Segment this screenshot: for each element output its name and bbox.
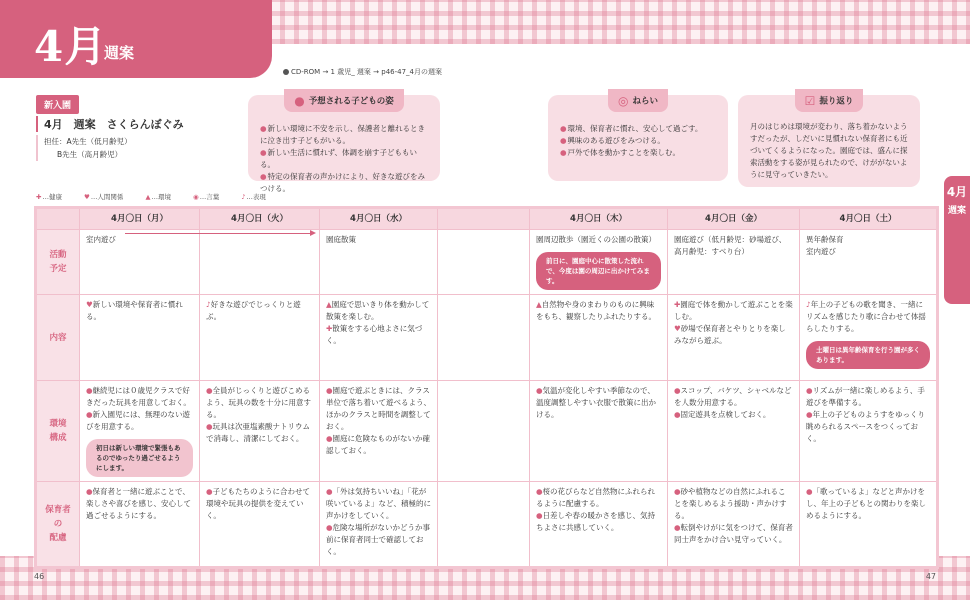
cdrom-path: CD-ROM → 1 歳児_ 週案 → p46-47_4月の週案 [283, 67, 442, 77]
aim-item: 興味のある遊びをみつける。 [567, 136, 665, 145]
activity-tue [200, 230, 320, 295]
env-wed: ●園庭で遊ぶときには、クラス単位で落ち着いて遊べるよう、ほかのクラスと時間を調整しておく。 ●園庭に危険なものがないか確認しておく。 [320, 381, 438, 482]
page-number-right: 47 [925, 572, 936, 581]
env-mon: ●継続児には０歳児クラスで好きだった玩具を用意しておく。 ●新入園児には、無理のない遊びを用意する。 初日は新しい環境で緊張もあるのでゆったり過ごせるようにします。 [80, 381, 200, 482]
legend [36, 192, 286, 201]
env-fri: ●スコップ、バケツ、シャベルなどを人数分用意する。 ●固定遊具を点検しておく。 [668, 381, 800, 482]
activity-note: 前日に、園庭中心に散策した流れで、今度は園の周辺に出かけてみます。 [536, 252, 661, 290]
review-text: 月のはじめは環境が変わり、落ち着かないようすだったが、しだいに見慣れない保育者にも近づいてくるようになった。園庭では、盛んに探索活動をする姿が見られたので、けががないように見守っていきたい。 [750, 122, 908, 179]
env-thu: ●気温が変化しやすい季節なので、温度調整しやすい衣服で散策に出かける。 [530, 381, 668, 482]
content-wed: ▲園庭で思いきり体を動かして散策を楽しむ。 ✚散策をする心地よさに気づく。 [320, 295, 438, 381]
new-entry-badge: 新入園 [36, 95, 79, 114]
legend-item: ▲…環境 [145, 193, 171, 201]
expected-title: 予想される子どもの姿 [308, 96, 394, 107]
legend-item: ✚…健康 [36, 193, 62, 201]
row-head-content: 内容 [36, 295, 80, 381]
care-mon: ●保育者と一緒に遊ぶことで、楽しさや喜びを感じ、安心して過ごせるようにする。 [80, 482, 200, 568]
week-label: 週案 [104, 44, 135, 62]
side-tab-month: 4月 [946, 185, 968, 199]
continuation-arrow [125, 233, 311, 234]
environment-note: 初日は新しい環境で緊張もあるのでゆったり過ごせるようにします。 [86, 439, 193, 477]
legend-item: ♥…人間関係 [84, 193, 124, 201]
care-thu: ●桜の花びらなど自然物にふれられるように配慮する。 ●日差しや春の暖かさを感じ、気持ちよさに共感していく。 [530, 482, 668, 568]
row-head-environment: 環境 構成 [36, 381, 80, 482]
cd-icon [283, 69, 289, 75]
content-spacer [438, 295, 530, 381]
content-tue: ♪好きな遊びでじっくりと遊ぶ。 [200, 295, 320, 381]
legend-item: ♪…表現 [241, 193, 266, 201]
page-number-left: 46 [34, 572, 45, 581]
day-spacer [438, 208, 530, 230]
class-info [36, 116, 236, 161]
content-thu: ▲自然物や身のまわりのものに興味をもち、観察したりふれたりする。 [530, 295, 668, 381]
day-header: 4月〇日（水） [320, 208, 438, 230]
care-spacer [438, 482, 530, 568]
side-tab-label: 週案 [947, 206, 966, 216]
day-header: 4月〇日（火） [200, 208, 320, 230]
care-wed: ●「外は気持ちいいね」「花が咲いているよ」など、積極的に声かけをしていく。 ●危険な場所がないかどうか事前に保育者同士で確認しておく。 [320, 482, 438, 568]
activity-wed: 園庭散策 [320, 230, 438, 295]
env-sat: ●リズムが一緒に楽しめるよう、手遊びを準備する。 ●年上の子どものようすをゆっくり眺められるスペースをつくっておく。 [800, 381, 938, 482]
continuation-arrowhead [310, 230, 316, 236]
activity-thu: 園周辺散歩（園近くの公園の散策） 前日に、園庭中心に散策した流れで、今度は園の周辺に出かけてみます。 [530, 230, 668, 295]
teacher-list [36, 135, 236, 161]
care-tue: ●子どもたちのように合わせて環境や玩具の提供を変えていく。 [200, 482, 320, 568]
review-title: 振り返り [819, 96, 854, 107]
day-header: 4月〇日（金） [668, 208, 800, 230]
expected-item: 新しい環境に不安を示し、保護者と離れるときに泣き出す子どもがいる。 [260, 124, 426, 145]
care-sat: ●「歌っているよ」などと声かけをし、年上の子どもとの関わりを楽しめるようにする。 [800, 482, 938, 568]
side-index-tab [944, 176, 970, 304]
aims-card: ◎ ねらい ●環境、保育者に慣れ、安心して過ごす。 ●興味のある遊びをみつける。 ●戸外で体を動かすことを楽しむ。 [548, 95, 728, 181]
activity-spacer [438, 230, 530, 295]
row-head-activity: 活動 予定 [36, 230, 80, 295]
expected-item: 新しい生活に慣れず、体調を崩す子どももいる。 [260, 148, 417, 169]
table-corner [36, 208, 80, 230]
target-icon: ◎ [618, 94, 629, 108]
day-header: 4月〇日（土） [800, 208, 938, 230]
aims-title: ねらい [632, 96, 658, 107]
content-sat: ♪年上の子どもの歌を聞き、一緒にリズムを感じたり歌に合わせて体揺らしたりする。 土曜日は異年齢保育を行う園が多くあります。 [800, 295, 938, 381]
content-mon: ♥新しい環境や保育者に慣れる。 [80, 295, 200, 381]
weekly-plan-table [34, 206, 939, 569]
month-title: 4月 [34, 22, 108, 71]
env-tue: ●全員がじっくりと遊びこめるよう、玩具の数を十分に用意する。 ●玩具は次亜塩素酸ナトリウムで消毒し、清潔にしておく。 [200, 381, 320, 482]
aim-item: 環境、保育者に慣れ、安心して過ごす。 [567, 124, 703, 133]
checkbox-icon: ☑ [804, 94, 816, 108]
aim-item: 戸外で体を動かすことを楽しむ。 [567, 148, 681, 157]
teacher-a: 担任：A先生（低月齢児） [44, 137, 132, 146]
teacher-b: B先生（高月齢児） [57, 150, 123, 159]
day-header: 4月〇日（木） [530, 208, 668, 230]
env-spacer [438, 381, 530, 482]
day-header: 4月〇日（月） [80, 208, 200, 230]
review-card [738, 95, 920, 187]
title-tab [0, 0, 272, 78]
legend-item: ◉…言葉 [193, 193, 220, 201]
activity-fri: 園庭遊び（低月齢児：砂場遊び、高月齢児：すべり台） [668, 230, 800, 295]
content-note: 土曜日は異年齢保育を行う園が多くあります。 [806, 341, 930, 369]
content-fri: ✚園庭で体を動かして遊ぶことを楽しむ。 ♥砂場で保育者とやりとりを楽しみながら遊ぶ。 [668, 295, 800, 381]
activity-mon: 室内遊び [80, 230, 200, 295]
care-fri: ●砂や植物などの自然にふれることを楽しめるよう援助・声かけする。 ●転倒やけがに気をつけて、保育者同士声をかけ合い見守っていく。 [668, 482, 800, 568]
person-icon: ● [294, 94, 305, 108]
expected-item: 特定の保育者の声かけにより、好きな遊びをみつける。 [260, 172, 426, 193]
class-title: 4月 週案 さくらんぼぐみ [36, 116, 236, 132]
expected-card: ● 予想される子どもの姿 ●新しい環境に不安を示し、保護者と離れるときに泣き出す子どもがいる。 ●新しい生活に慣れず、体調を崩す子どももいる。 ●特定の保育者の声かけにより、好きな遊びをみつける。 [248, 95, 440, 181]
row-head-care: 保育者の 配慮 [36, 482, 80, 568]
activity-sat: 異年齢保育 室内遊び [800, 230, 938, 295]
